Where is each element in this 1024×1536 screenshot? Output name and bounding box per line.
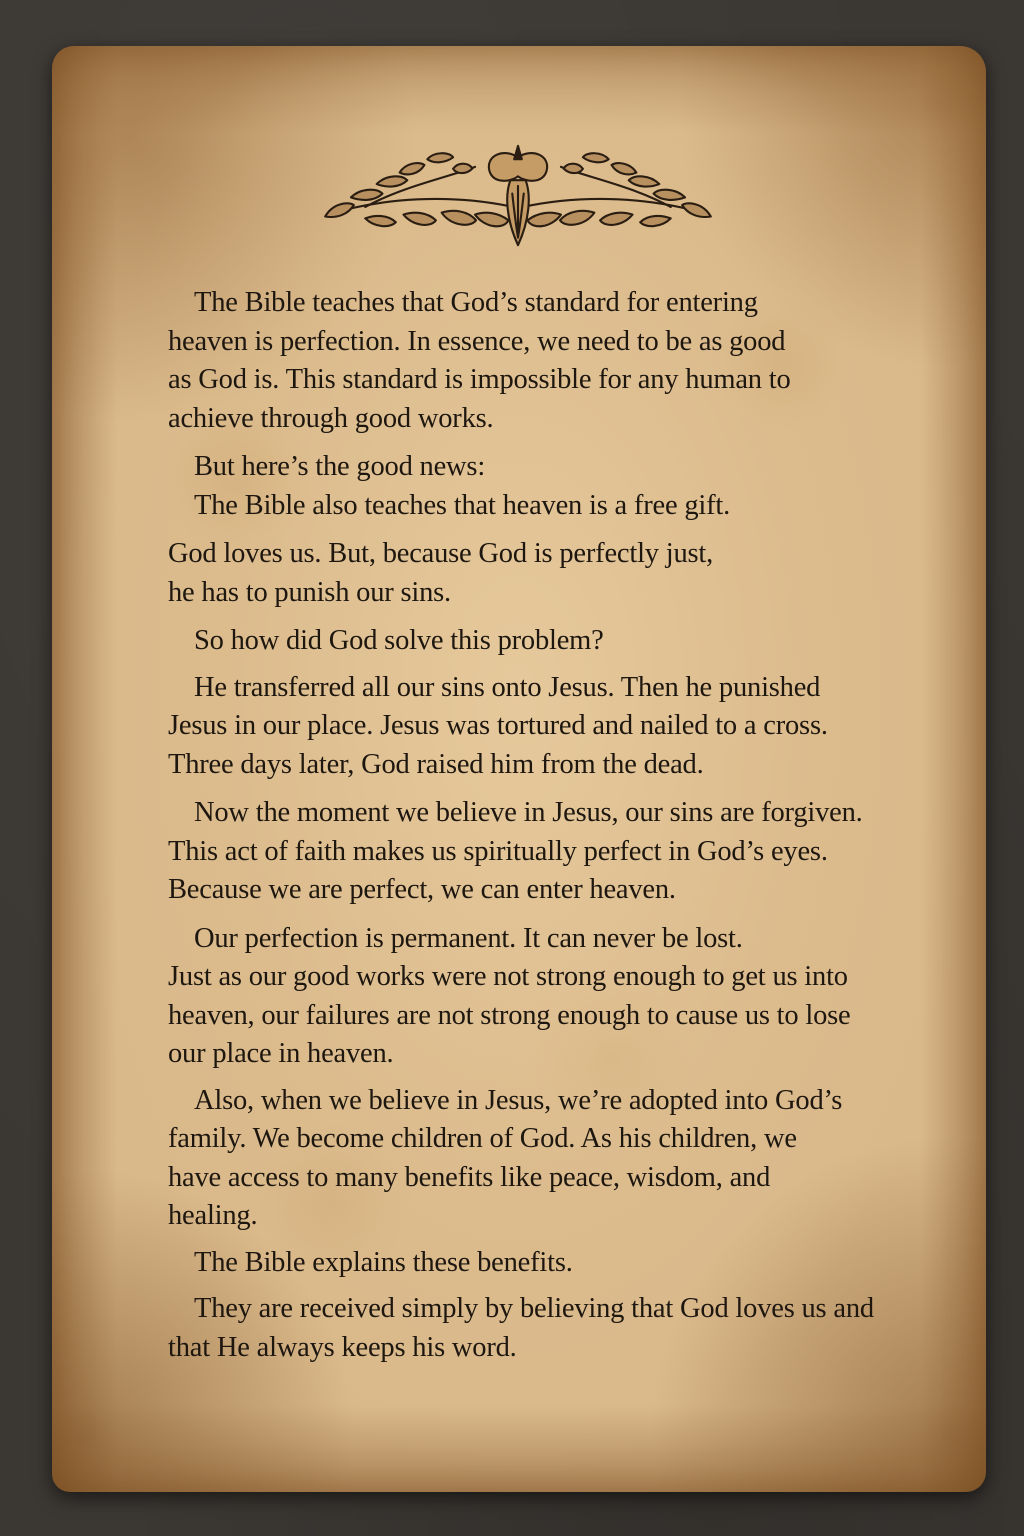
text-line: he has to punish our sins.: [168, 576, 451, 608]
text-line: So how did God solve this problem?: [194, 625, 604, 656]
text-line: They are received simply by believing that God loves us and: [194, 1293, 874, 1324]
text-line: healing.: [168, 1200, 258, 1231]
text-line: Because we are perfect, we can enter heaven.: [168, 874, 676, 905]
text-line: as God is. This standard is impossible for any human to: [168, 364, 791, 395]
paragraph-solve-problem: [168, 622, 928, 661]
text-line: The Bible teaches that God’s standard for entering: [194, 287, 758, 318]
floral-laurel-ornament-icon: [308, 138, 728, 253]
text-line: He transferred all our sins onto Jesus. Then he punished: [194, 671, 821, 703]
text-line: Three days later, God raised him from the dead.: [168, 748, 704, 780]
text-line: God loves us. But, because God is perfectly just,: [168, 538, 714, 569]
text-line: Our perfection is permanent. It can never be lost.: [194, 922, 743, 954]
paragraph-good-news: [168, 448, 928, 487]
text-line: have access to many benefits like peace, wisdom, and: [168, 1161, 771, 1193]
text-line: The Bible also teaches that heaven is a free gift.: [194, 489, 731, 521]
text-line: But here’s the good news:: [194, 451, 486, 482]
text-line: Now the moment we believe in Jesus, our sins are forgiven.: [194, 797, 863, 828]
text-line: achieve through good works.: [168, 402, 494, 434]
text-line: The Bible explains these benefits.: [194, 1246, 573, 1278]
paragraph-perfection-permanent: [168, 920, 928, 1074]
paragraph-god-loves-us: [168, 535, 928, 612]
text-line: Also, when we believe in Jesus, we’re adopted into God’s: [194, 1084, 843, 1116]
text-line: our place in heaven.: [168, 1038, 394, 1069]
paragraph-adopted-family: [168, 1082, 928, 1236]
paragraph-free-gift: [168, 487, 928, 526]
text-line: This act of faith makes us spiritually perfect in God’s eyes.: [168, 835, 828, 867]
text-line: that He always keeps his word.: [168, 1331, 517, 1363]
text-line: family. We become children of God. As his children, we: [168, 1123, 797, 1154]
paragraph-explains-benefits: [168, 1244, 928, 1283]
text-line: heaven is perfection. In essence, we need to be as good: [168, 325, 786, 357]
paragraph-transferred-sins: [168, 669, 928, 785]
text-line: heaven, our failures are not strong enough to cause us to lose: [168, 999, 851, 1031]
document-body: [168, 284, 928, 1367]
text-line: Jesus in our place. Jesus was tortured and nailed to a cross.: [168, 710, 828, 741]
paragraph-standard-perfection: [168, 284, 928, 438]
text-line: Just as our good works were not strong enough to get us into: [168, 961, 848, 992]
paragraph-received-believing: [168, 1290, 928, 1367]
paragraph-believe-forgiven: [168, 794, 928, 910]
